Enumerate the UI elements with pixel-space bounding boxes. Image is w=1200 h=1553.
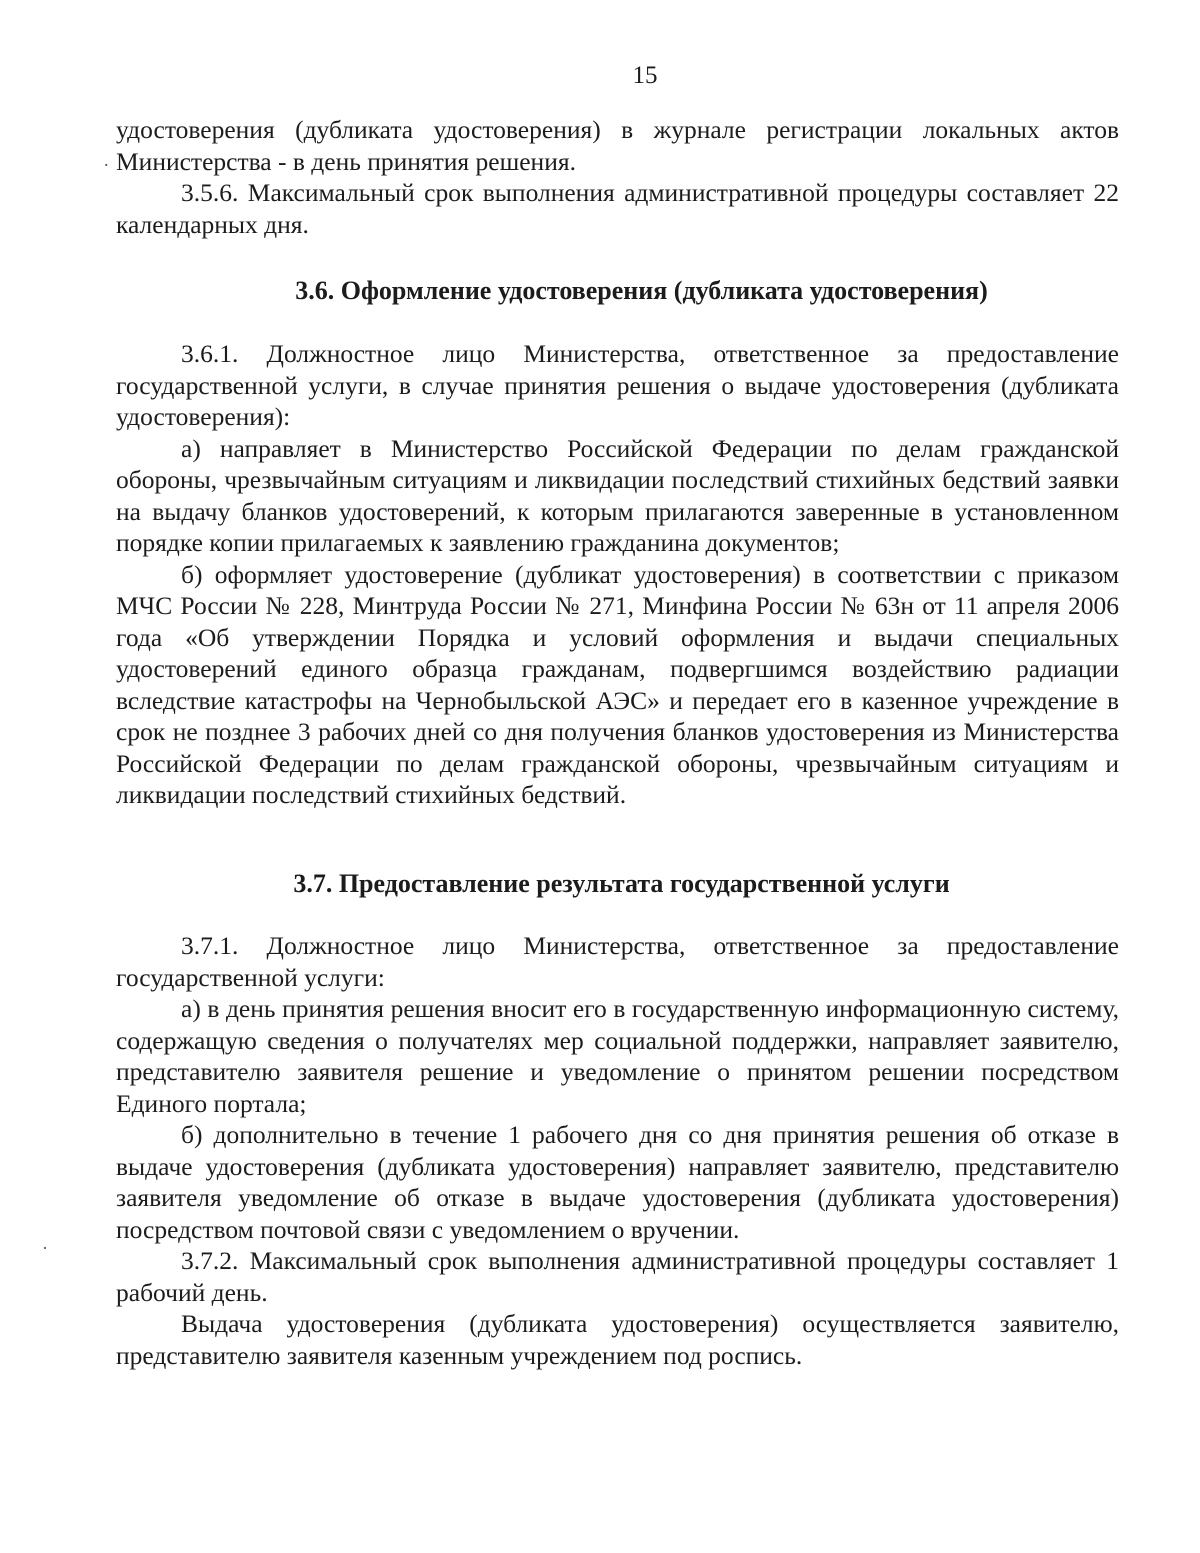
section-heading-3-7: 3.7. Предоставление результата государственной услуги [293,869,950,898]
paragraph-item-a: а) в день принятия решения вносит его в государственную информационную систему, содержащую сведения о получателях мер социальной поддержки, направляет заявителю, представителю заявителя решение и уведомление о принятом решении посредством Единого портала; [116,994,1119,1118]
paragraph-item-b: б) оформляет удостоверение (дубликат удостоверения) в соответствии с приказом МЧС России № 228, Минтруда России № 271, Минфина России № 63н от 11 апреля 2006 года «Об утверждении Порядка и условий оформления и выдачи специальных удостоверений единого образца гражданам, подвергшимся воздействию радиации вследствие катастрофы на Чернобыльской АЭС» и передает его в казенное учреждение в срок не позднее 3 рабочих дней со дня получения бланков удостоверения из Министерства Российской Федерации по делам гражданской обороны, чрезвычайным ситуациям и ликвидации последствий стихийных бедствий. [116,559,1119,809]
paragraph-item-b: б) дополнительно в течение 1 рабочего дня со дня принятия решения об отказе в выдаче удостоверения (дубликата удостоверения) направляет заявителю, представителю заявителя уведомление об отказе в выдаче удостоверения (дубликата удостоверения) посредством почтовой связи с уведомлением о вручении. [116,1120,1119,1244]
paragraph-3-7-1: 3.7.1. Должностное лицо Министерства, ответственное за предоставление государственной услуги: [116,931,1119,992]
section-heading-3-6: 3.6. Оформление удостоверения (дубликата удостоверения) [295,276,988,305]
paragraph-3-5-6: 3.5.6. Максимальный срок выполнения административной процедуры составляет 22 календарных дня. [116,178,1119,239]
paragraph-3-7-2: 3.7.2. Максимальный срок выполнения административной процедуры составляет 1 рабочий день. [116,1246,1119,1307]
section-3-7-body [116,930,1119,1371]
paragraph-3-6-1: 3.6.1. Должностное лицо Министерства, ответственное за предоставление государственной услуги, в случае принятия решения о выдаче удостоверения (дубликата удостоверения): [116,339,1119,431]
section-3-6-body [116,338,1119,811]
paragraph: удостоверения (дубликата удостоверения) в журнале регистрации локальных актов Министерства - в день принятия решения. [116,115,1119,176]
page-number: 15 [632,62,658,89]
paragraph-item-a: а) направляет в Министерство Российской Федерации по делам гражданской обороны, чрезвычайным ситуациям и ликвидации последствий стихийных бедствий заявки на выдачу бланков удостоверений, к которым прилагаются заверенные в установленном порядке копии прилагаемых к заявлению гражданина документов; [116,433,1119,557]
section-3-5-tail [116,114,1119,240]
scan-speck: . [104,150,109,170]
scan-speck: · [42,1238,48,1258]
paragraph-issuance: Выдача удостоверения (дубликата удостоверения) осуществляется заявителю, представителю заявителя казенным учреждением под роспись. [116,1309,1119,1370]
